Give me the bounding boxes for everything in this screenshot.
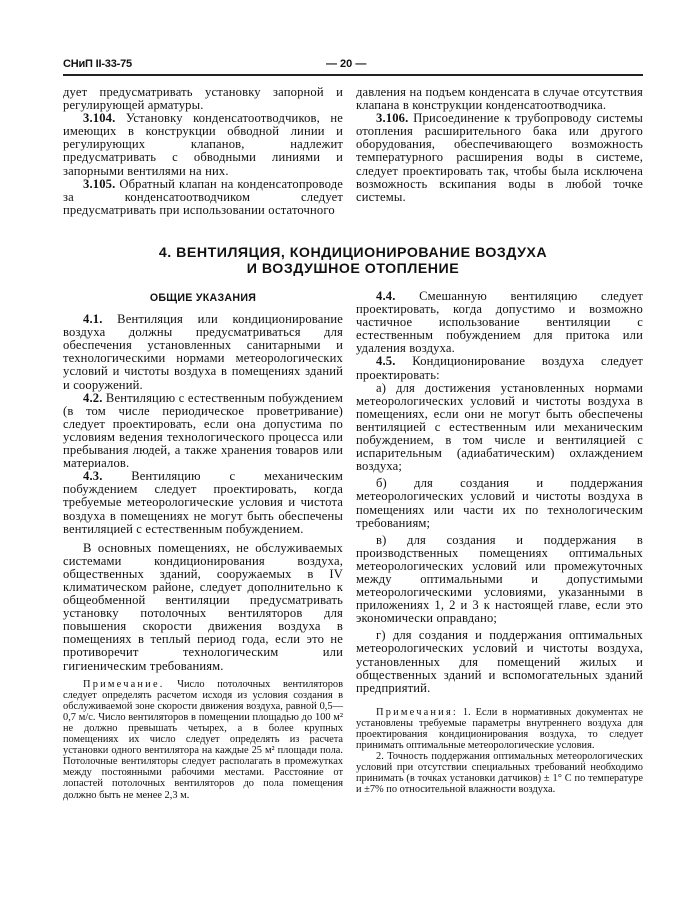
notes-label: Примечания: — [376, 706, 459, 718]
top-right-column — [356, 86, 643, 204]
clause-text: Вентиляцию с естественным побуждением (в том числе периодическое проветривание) следует проектировать, если она допустима по условиям ведения технологического процесса или пребывания людей, а также хранения товаров или материалов. — [63, 390, 343, 471]
notes-1 — [356, 707, 643, 751]
note-label: Примечание. — [83, 678, 165, 690]
clause-number: 3.104. — [83, 111, 116, 126]
list-item-b: б) для создания и поддержания метеорологических условий и чистоты воздуха в помещениях или части их по технологическим требованиям; — [356, 476, 643, 530]
clause-text: Вентиляция или кондиционирование воздуха должны предусматриваться для обеспечения установленных санитарными и технологическими нормами метеорологических условий и чистоты воздуха в помещениях зданий и сооружений. — [63, 312, 343, 392]
clause-text: Обратный клапан на конденсатопроводе за конденсатоотводчиком следует предусматривать при использовании остаточного — [63, 176, 343, 217]
clause-text: Вентиляцию с механическим побуждением следует проектировать, когда требуемые метеорологические условия и чистота воздуха в помещениях не могут быть обеспечены вентиляцией с естественным побуждением. — [63, 469, 343, 536]
note-text: Число потолочных вентиляторов следует определять расчетом исходя из условия создания в обслуживаемой зоне скорости движения воздуха, равной 0,5—0,7 м/с. Число вентиляторов в помещении площадью до 100 м² не должно превышать четырех, а в более крупных помещениях их число следует определять из расчета установки одного вентилятора на каждые 25 м² площади пола. Потолочные вентиляторы следует располагать в промежутках между постоянными рабочими местами. Расстояние от лопастей потолочных вентиляторов до пола помещения должно быть не менее 2,3 м. — [63, 678, 343, 801]
subheading: ОБЩИЕ УКАЗАНИЯ — [149, 292, 257, 304]
clause-number: 4.3. — [83, 469, 103, 484]
section-title — [63, 245, 643, 277]
clause-number: 4.5. — [376, 354, 396, 369]
paragraph-main-rooms: В основных помещениях, не обслуживаемых системами кондиционирования воздуха, общественных зданий, сооружаемых в IV климатическом районе, следует дополнительно к общеобменной вентиляции предусматривать установку потолочных вентиляторов для повышения скорости движения воздуха в помещениях в теплый период года, если это не противоречит технологическим или гигиеническим требованиям. — [63, 540, 343, 673]
section-title-line-2: И ВОЗДУШНОЕ ОТОПЛЕНИЕ — [246, 261, 460, 277]
note — [63, 679, 343, 801]
continuation-paragraph: дует предусматривать установку запорной и регулирующей арматуры. — [63, 85, 343, 113]
clause-number: 3.106. — [376, 111, 409, 126]
continuation-paragraph: давления на подъем конденсата в случае отсутствия клапана в конструкции конденсатоотводчика. — [356, 85, 643, 113]
clause-4-4 — [356, 290, 643, 355]
page-number: — 20 — — [326, 58, 367, 70]
clause-3-104 — [63, 112, 343, 177]
clause-text: Смешанную вентиляцию следует проектировать, когда допустимо и возможно частичное использование вентиляции с естественным побуждением для притока или удаления воздуха. — [356, 289, 643, 356]
left-column — [63, 292, 343, 801]
notes-2: 2. Точность поддержания оптимальных метеорологических условий при отсутствии специальных требований необходимо принимать (в точках установки датчиков) ± 1° С по температуре и ±7% по относительной влажности воздуха. — [356, 751, 643, 796]
clause-4-5 — [356, 355, 643, 381]
list-item-g: г) для создания и поддержания оптимальных метеорологических условий и чистоты воздуха, установленных для помещений жилых и общественных зданий и вспомогательных зданий предприятий. — [356, 628, 643, 695]
note-1-text: 1. Если в нормативных документах не установлены требуемые параметры внутреннего воздуха для проектирования кондиционирования воздуха, то следует принимать оптимальные метеорологические условия. — [356, 706, 643, 752]
clause-text: Установку конденсатоотводчиков, не имеющих в конструкции обводной линии и регулирующих клапанов, надлежит предусматривать с обводными линиями и запорными вентилями на них. — [63, 111, 343, 178]
clause-4-1 — [63, 313, 343, 392]
clause-4-2 — [63, 392, 343, 471]
list-item-a: а) для достижения установленных нормами метеорологических условий и чистоты воздуха в помещениях, если они не могут быть обеспечены вентиляцией с естественным или механическим побуждением, в том числе и вентиляцией с испарительным (адиабатическим) охлаждением воздуха; — [356, 380, 643, 474]
section-title-line-1: 4. ВЕНТИЛЯЦИЯ, КОНДИЦИОНИРОВАНИЕ ВОЗДУХА — [158, 245, 548, 261]
header-rule — [63, 74, 643, 76]
top-left-column — [63, 86, 343, 217]
clause-number: 4.1. — [83, 312, 103, 327]
clause-number: 4.4. — [376, 289, 396, 303]
clause-number: 4.2. — [83, 390, 103, 405]
clause-number: 3.105. — [83, 176, 116, 191]
document-code: СНиП II-33-75 — [63, 58, 132, 70]
clause-text: Присоединение к трубопроводу системы отопления расширительного бака или другого оборудования, обеспечивающего возможность температурного расширения воды в системе, следует проектировать так, чтобы была исключена возможность вскипания воды в любой точке системы. — [356, 111, 643, 204]
clause-4-3 — [63, 470, 343, 535]
running-header — [63, 58, 643, 74]
list-item-v: в) для создания и поддержания в производственных помещениях оптимальных метеорологических условий или промежуточных между оптимальными и допустимыми метеорологическими условиями, указанными в приложениях 1, 2 и 3 к настоящей главе, если это экономически оправдано; — [356, 532, 643, 626]
right-column — [356, 290, 643, 796]
spacer — [356, 695, 643, 707]
clause-3-105 — [63, 178, 343, 217]
clause-3-106 — [356, 112, 643, 204]
clause-text: Кондиционирование воздуха следует проектировать: — [356, 354, 643, 382]
